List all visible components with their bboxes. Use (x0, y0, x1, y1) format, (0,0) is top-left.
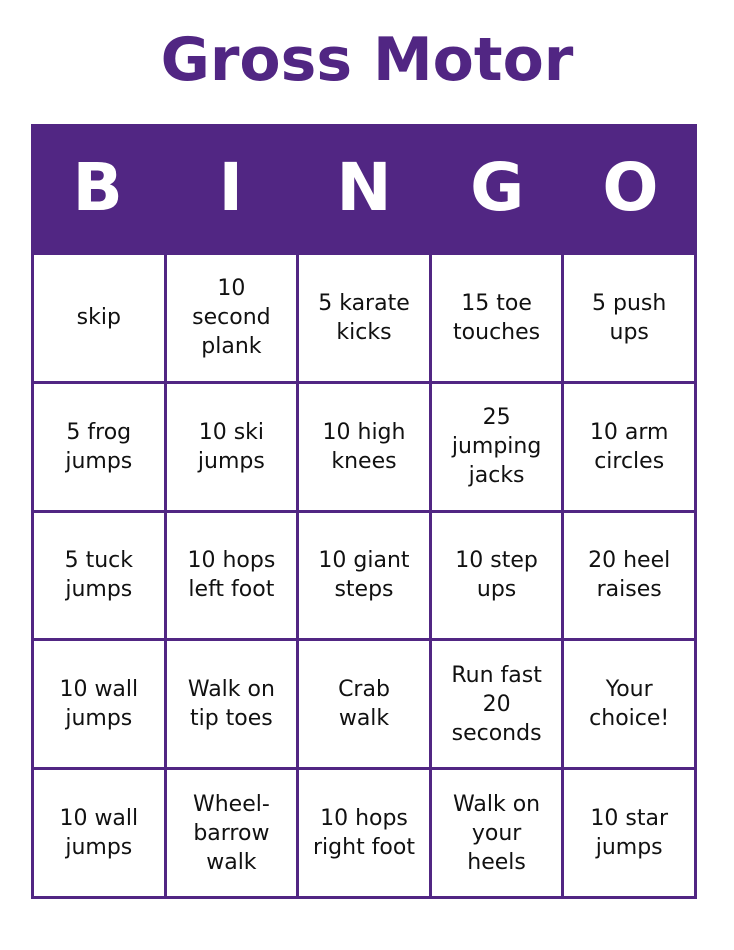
bingo-cell (432, 641, 562, 767)
bingo-cell (564, 255, 694, 381)
cell-label: 5 push ups (592, 290, 667, 345)
bingo-cell (299, 384, 429, 510)
cell-label: 10 ski jumps (197, 419, 265, 474)
page-title: Gross Motor (160, 25, 574, 95)
cell-label: 5 tuck jumps (64, 548, 133, 603)
bingo-cell (299, 641, 429, 767)
bingo-cell (432, 384, 562, 510)
bingo-cell (34, 255, 164, 381)
header-letter-n: N (336, 149, 392, 226)
bingo-grid (34, 255, 694, 896)
cell-label: skip (76, 305, 121, 331)
cell-label: 10 giant steps (318, 548, 410, 603)
bingo-cell (564, 770, 694, 896)
cell-label: Wheel- barrow walk (192, 791, 270, 875)
bingo-cell (564, 384, 694, 510)
cell-label: Your choice! (589, 677, 670, 732)
cell-label: 10 hops left foot (187, 548, 276, 603)
bingo-cell (432, 255, 562, 381)
cell-label: 10 star jumps (590, 806, 668, 861)
cell-label: 10 wall jumps (59, 806, 139, 861)
cell-label: 10 wall jumps (59, 677, 139, 732)
bingo-cell (432, 513, 562, 639)
bingo-cell (299, 255, 429, 381)
cell-label: Run fast 20 seconds (451, 662, 542, 746)
bingo-cell (34, 770, 164, 896)
cell-label: 10 second plank (192, 276, 271, 360)
bingo-cell (564, 641, 694, 767)
cell-label: 5 frog jumps (65, 419, 133, 474)
bingo-cell (167, 513, 297, 639)
bingo-cell (34, 641, 164, 767)
cell-label: 10 step ups (455, 548, 538, 603)
cell-label: Crab walk (338, 677, 390, 732)
bingo-cell (167, 770, 297, 896)
bingo-cell (167, 641, 297, 767)
cell-label: 10 arm circles (589, 419, 669, 474)
cell-label: 10 high knees (322, 419, 406, 474)
cell-label: 20 heel raises (588, 548, 671, 603)
bingo-cell (167, 255, 297, 381)
header-letter-b: B (72, 149, 123, 226)
bingo-cell (34, 513, 164, 639)
bingo-cell (167, 384, 297, 510)
header-letter-i: I (218, 149, 244, 226)
cell-label: Walk on tip toes (187, 677, 275, 732)
bingo-card (31, 124, 697, 899)
bingo-header (31, 124, 697, 252)
bingo-cell (432, 770, 562, 896)
header-letter-g: G (470, 149, 525, 226)
cell-label: 25 jumping jacks (451, 405, 542, 489)
cell-label: 15 toe touches (453, 290, 541, 345)
cell-label: 10 hops right foot (313, 806, 415, 861)
header-letter-o: O (602, 149, 659, 226)
cell-label: Walk on your heels (453, 791, 541, 875)
bingo-cell (299, 513, 429, 639)
cell-label: 5 karate kicks (318, 290, 410, 345)
bingo-cell (299, 770, 429, 896)
bingo-cell (34, 384, 164, 510)
bingo-cell (564, 513, 694, 639)
